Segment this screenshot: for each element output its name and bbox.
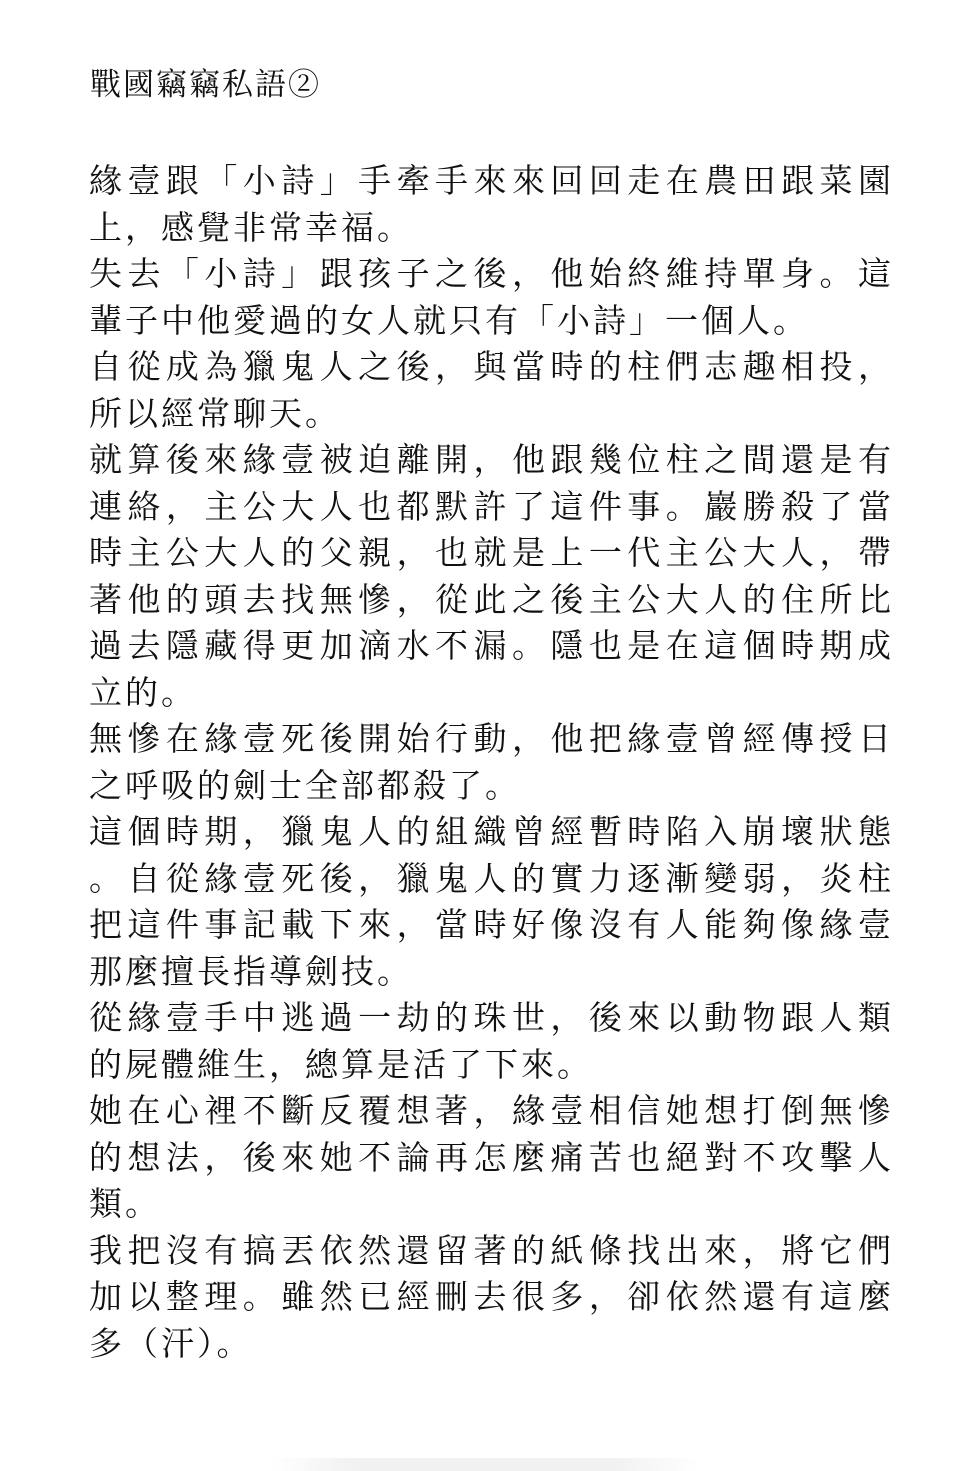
text-line: 時主公大人的父親，也就是上一代主公大人，帶 [89,533,894,572]
text-line: 上，感覺非常幸福。 [89,207,413,247]
text-line: 的想法，後來她不論再怎麼痛苦也絕對不攻擊人 [89,1137,894,1177]
text-line: 輩子中他愛過的女人就只有「小詩」一個人。 [89,300,809,340]
text-line: 立的。 [89,672,197,712]
text-line: 類。 [89,1184,161,1223]
text-line: 她在心裡不斷反覆想著，緣壹相信她想打倒無慘 [89,1091,894,1130]
text-line: 就算後來緣壹被迫離開，他跟幾位柱之間還是有 [89,440,894,479]
text-line: 從緣壹手中逃過一劫的珠世，後來以動物跟人類 [89,998,894,1037]
text-line: 自從成為獵鬼人之後，與當時的柱們志趣相投， [89,347,894,386]
text-line: 那麼擅長指導劍技。 [89,951,413,991]
text-line: 連絡，主公大人也都默許了這件事。巖勝殺了當 [89,486,894,526]
text-line: 著他的頭去找無慘，從此之後主公大人的住所比 [89,579,894,619]
text-line: 我把沒有搞丟依然還留著的紙條找出來，將它們 [89,1230,894,1270]
document-title: 戰國竊竊私語② [90,67,321,103]
text-line: 的屍體維生，總算是活了下來。 [89,1044,593,1084]
document-body [89,158,894,1367]
text-line: 加以整理。雖然已經刪去很多，卻依然還有這麼 [89,1277,894,1316]
bottom-fade-strip [270,1458,700,1471]
text-line: 無慘在緣壹死後開始行動，他把緣壹曾經傳授日 [89,719,894,758]
text-line: 多（汗）。 [89,1323,253,1363]
text-line: 失去「小詩」跟孩子之後，他始終維持單身。這 [89,254,894,293]
text-line: 之呼吸的劍士全部都殺了。 [89,765,521,805]
text-line: 緣壹跟「小詩」手牽手來來回回走在農田跟菜園 [89,161,894,200]
text-line: 。自從緣壹死後，獵鬼人的實力逐漸變弱，炎柱 [89,858,894,898]
text-line: 過去隱藏得更加滴水不漏。隱也是在這個時期成 [89,626,894,665]
text-line: 所以經常聊天。 [89,393,341,433]
text-line: 把這件事記載下來，當時好像沒有人能夠像緣壹 [89,905,894,944]
text-line: 這個時期，獵鬼人的組織曾經暫時陷入崩壞狀態 [89,812,894,851]
